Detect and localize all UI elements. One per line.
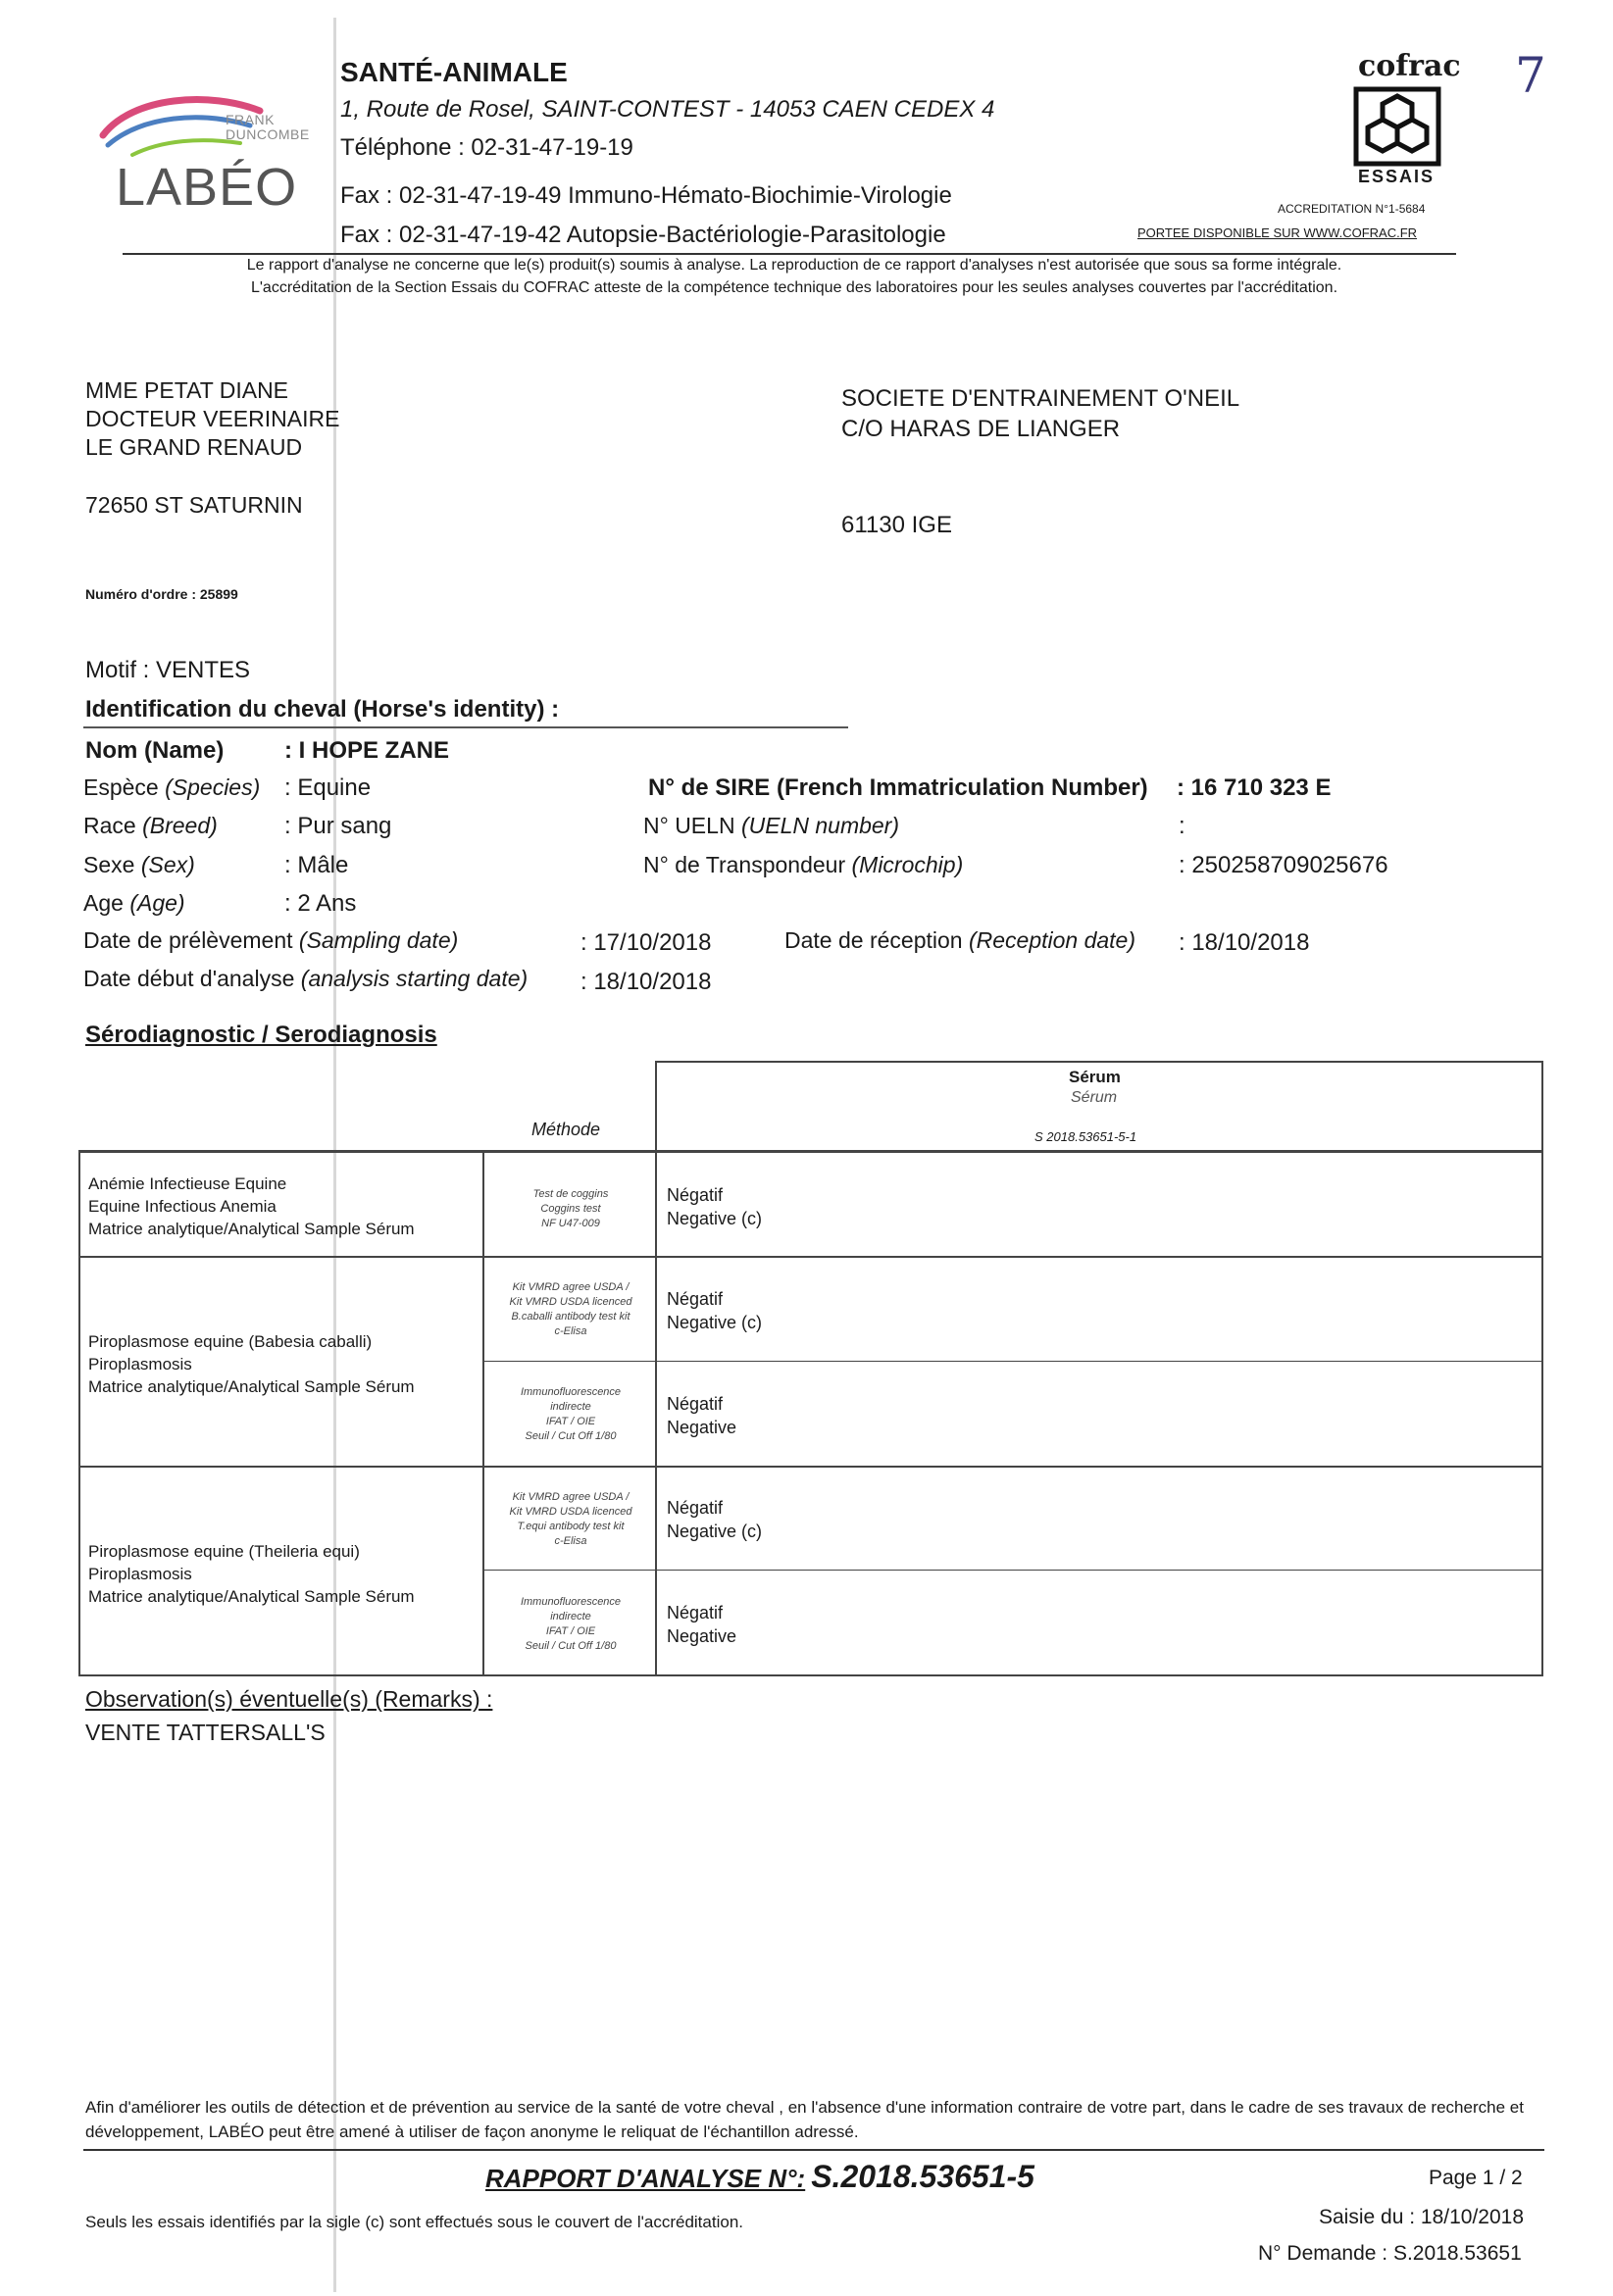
table-line <box>482 1150 484 1675</box>
scan-fold-line <box>333 18 336 2292</box>
sex-label-en: (Sex) <box>140 852 195 877</box>
analyte-line: Matrice analytique/Analytical Sample Sérum <box>88 1587 415 1606</box>
analysis-date-value: : 18/10/2018 <box>580 969 712 995</box>
table-line <box>482 1570 1543 1571</box>
logo-duncombe: DUNCOMBE <box>226 126 310 142</box>
result-en: Negative (c) <box>667 1313 763 1332</box>
report-number-label: RAPPORT D'ANALYSE N°: <box>485 2164 806 2193</box>
reception-date-label <box>784 927 1135 954</box>
analyte-line: Matrice analytique/Analytical Sample Sérum <box>88 1377 415 1396</box>
analyte-line: Equine Infectious Anemia <box>88 1197 277 1216</box>
reception-label-fr: Date de réception <box>784 927 963 953</box>
disclaimer-line-2: L'accréditation de la Section Essais du COFRAC atteste de la compétence technique des laboratoires pour les seules analyses couvertes par l'accréditation. <box>250 279 1338 296</box>
table-line <box>78 1150 1543 1153</box>
result-babesia-celisa <box>667 1287 762 1334</box>
result-en: Negative (c) <box>667 1522 763 1541</box>
horse-name-value: : I HOPE ZANE <box>284 737 450 764</box>
table-line <box>655 1061 657 1675</box>
logo-frank-duncombe <box>226 113 310 142</box>
analyte-theileria <box>88 1540 415 1608</box>
cofrac-hexagon-icon <box>1353 86 1441 167</box>
analyte-babesia <box>88 1330 415 1398</box>
disclaimer-line-1: Le rapport d'analyse ne concerne que le(s) produit(s) soumis à analyse. La reproduction de ce rapport d'analyses n'est autorisée que sous sa forme intégrale. <box>246 257 1342 274</box>
ueln-label <box>643 813 899 839</box>
method-line: Test de coggins <box>532 1188 609 1200</box>
result-fr: Négatif <box>667 1394 724 1414</box>
saisie-date: Saisie du : 18/10/2018 <box>1319 2206 1524 2228</box>
logo-frank: FRANK <box>226 112 275 127</box>
labeo-logo-text: LABÉO <box>116 158 298 217</box>
table-line <box>482 1361 1543 1362</box>
age-value: : 2 Ans <box>284 890 357 917</box>
reception-label-en: (Reception date) <box>968 927 1136 953</box>
sampling-label-en: (Sampling date) <box>298 927 459 953</box>
sex-value: : Mâle <box>284 852 349 878</box>
ueln-value: : <box>1179 813 1185 839</box>
transponder-value: : 250258709025676 <box>1179 852 1388 878</box>
footer-rule <box>83 2149 1544 2151</box>
vet-name: MME PETAT DIANE <box>85 377 289 403</box>
owner-city: 61130 IGE <box>841 512 952 538</box>
result-fr: Négatif <box>667 1498 724 1518</box>
species-value: : Equine <box>284 774 372 801</box>
lab-fax-1: Fax : 02-31-47-19-49 Immuno-Hémato-Biochimie-Virologie <box>340 182 952 209</box>
owner-name: SOCIETE D'ENTRAINEMENT O'NEIL <box>841 385 1240 412</box>
lab-telephone: Téléphone : 02-31-47-19-19 <box>340 134 633 161</box>
cofrac-portee-link: PORTEE DISPONIBLE SUR WWW.COFRAC.FR <box>1137 225 1418 240</box>
method-line: c-Elisa <box>554 1535 587 1547</box>
method-line: Kit VMRD USDA licenced <box>509 1506 632 1518</box>
ueln-label-en: (UELN number) <box>740 813 899 838</box>
table-line <box>1541 1061 1543 1675</box>
breed-label-fr: Race <box>83 813 136 838</box>
transponder-label-fr: N° de Transpondeur <box>643 852 846 877</box>
analyte-line: Matrice analytique/Analytical Sample Sérum <box>88 1220 415 1238</box>
method-line: Kit VMRD agree USDA / <box>512 1491 630 1503</box>
method-babesia-celisa <box>492 1280 649 1339</box>
age-label-fr: Age <box>83 890 124 916</box>
analyte-line: Anémie Infectieuse Equine <box>88 1174 287 1193</box>
analysis-label-en: (analysis starting date) <box>300 966 529 991</box>
page-number: Page 1 / 2 <box>1429 2167 1523 2189</box>
analyte-line: Piroplasmosis <box>88 1565 192 1583</box>
result-eia <box>667 1183 762 1230</box>
method-line: Kit VMRD agree USDA / <box>512 1281 630 1293</box>
method-line: c-Elisa <box>554 1325 587 1337</box>
footer-notice: Afin d'améliorer les outils de détection et de prévention au service de la santé de votre cheval , en l'absence d'une information contraire de votre part, dans le cadre de ses travaux de recherche et développement, LABÉO peut être amené à utiliser de façon anonyme le reliquat de l'échantillon adressé. <box>85 2098 1524 2141</box>
vet-title: DOCTEUR VEERINAIRE <box>85 406 340 431</box>
demande-number: N° Demande : S.2018.53651 <box>1258 2242 1522 2265</box>
observations-label: Observation(s) éventuelle(s) (Remarks) : <box>85 1686 493 1712</box>
observations-value: VENTE TATTERSALL'S <box>85 1720 326 1745</box>
analyte-line: Piroplasmosis <box>88 1355 192 1373</box>
result-fr: Négatif <box>667 1603 724 1622</box>
species-label-en: (Species) <box>165 774 261 800</box>
sex-label <box>83 852 195 878</box>
transponder-label-en: (Microchip) <box>851 852 964 877</box>
analyte-line: Piroplasmose equine (Babesia caballi) <box>88 1332 373 1351</box>
table-line <box>78 1150 80 1675</box>
method-line: Coggins test <box>540 1203 601 1215</box>
sire-label: N° de SIRE (French Immatriculation Number) <box>648 774 1148 801</box>
method-line: IFAT / OIE <box>545 1625 596 1637</box>
sire-value: : 16 710 323 E <box>1177 774 1332 801</box>
method-line: B.caballi antibody test kit <box>511 1311 630 1323</box>
cofrac-essais: ESSAIS <box>1358 167 1436 186</box>
method-line: IFAT / OIE <box>545 1416 596 1427</box>
vet-address: LE GRAND RENAUD <box>85 434 303 460</box>
sample-id: S 2018.53651-5-1 <box>1034 1129 1137 1144</box>
transponder-label <box>643 852 963 878</box>
sampling-date-value: : 17/10/2018 <box>580 929 712 956</box>
result-fr: Négatif <box>667 1185 724 1205</box>
analyte-eia <box>88 1173 415 1240</box>
owner-address: C/O HARAS DE LIANGER <box>841 416 1121 442</box>
method-theileria-celisa <box>492 1490 649 1549</box>
method-line: Immunofluorescence <box>520 1386 622 1398</box>
result-en: Negative <box>667 1418 737 1437</box>
report-number <box>485 2159 1034 2195</box>
breed-value: : Pur sang <box>284 813 392 839</box>
result-en: Negative <box>667 1626 737 1646</box>
age-label <box>83 890 185 917</box>
method-line: Immunofluorescence <box>520 1596 622 1608</box>
method-line: indirecte <box>550 1611 591 1622</box>
analysis-label-fr: Date début d'analyse <box>83 966 295 991</box>
reception-date-value: : 18/10/2018 <box>1179 929 1310 956</box>
method-line: Kit VMRD USDA licenced <box>509 1296 632 1308</box>
serodiagnostic-title: Sérodiagnostic / Serodiagnosis <box>85 1022 437 1048</box>
result-fr: Négatif <box>667 1289 724 1309</box>
method-babesia-ifat <box>492 1385 649 1444</box>
cofrac-logo-text: cofrac <box>1358 49 1461 83</box>
ueln-label-fr: N° UELN <box>643 813 735 838</box>
report-number-value: S.2018.53651-5 <box>811 2159 1034 2194</box>
method-line: indirecte <box>550 1401 591 1413</box>
table-line <box>655 1061 1543 1063</box>
result-theileria-celisa <box>667 1496 762 1543</box>
method-line: Seuil / Cut Off 1/80 <box>525 1430 617 1442</box>
method-line: Seuil / Cut Off 1/80 <box>525 1640 617 1652</box>
analyte-line: Piroplasmose equine (Theileria equi) <box>88 1542 360 1561</box>
identification-rule <box>83 726 848 728</box>
accreditation-note: Seuls les essais identifiés par la sigle (c) sont effectués sous le couvert de l'accréditation. <box>85 2213 743 2231</box>
identification-title: Identification du cheval (Horse's identity) : <box>85 696 560 723</box>
result-theileria-ifat <box>667 1601 736 1648</box>
method-coggins <box>492 1187 649 1231</box>
sampling-date-label <box>83 927 458 954</box>
table-line <box>78 1674 1543 1676</box>
breed-label <box>83 813 218 839</box>
method-line: NF U47-009 <box>541 1218 600 1229</box>
order-number: Numéro d'ordre : 25899 <box>85 586 238 602</box>
motif: Motif : VENTES <box>85 657 251 683</box>
age-label-en: (Age) <box>129 890 185 916</box>
sampling-label-fr: Date de prélèvement <box>83 927 293 953</box>
horse-name-label: Nom (Name) <box>85 737 225 764</box>
method-line: T.equi antibody test kit <box>517 1521 625 1532</box>
species-label <box>83 774 260 801</box>
table-line <box>78 1256 1543 1258</box>
lab-address: 1, Route de Rosel, SAINT-CONTEST - 14053 CAEN CEDEX 4 <box>340 96 995 123</box>
result-en: Negative (c) <box>667 1209 763 1228</box>
breed-label-en: (Breed) <box>142 813 218 838</box>
result-babesia-ifat <box>667 1392 736 1439</box>
sex-label-fr: Sexe <box>83 852 135 877</box>
serum-header: Sérum <box>1069 1068 1121 1086</box>
analysis-date-label <box>83 966 528 992</box>
methode-header: Méthode <box>531 1120 601 1139</box>
header-rule <box>123 253 1456 255</box>
lab-title: SANTÉ-ANIMALE <box>340 57 568 87</box>
method-theileria-ifat <box>492 1595 649 1654</box>
vet-city: 72650 ST SATURNIN <box>85 492 303 518</box>
cofrac-accreditation-number: ACCREDITATION N°1-5684 <box>1278 202 1426 216</box>
species-label-fr: Espèce <box>83 774 159 800</box>
table-line <box>78 1466 1543 1468</box>
handwritten-page-mark: 7 <box>1515 47 1546 104</box>
lab-fax-2: Fax : 02-31-47-19-42 Autopsie-Bactériologie-Parasitologie <box>340 222 946 248</box>
serum-header-en: Sérum <box>1071 1089 1118 1106</box>
